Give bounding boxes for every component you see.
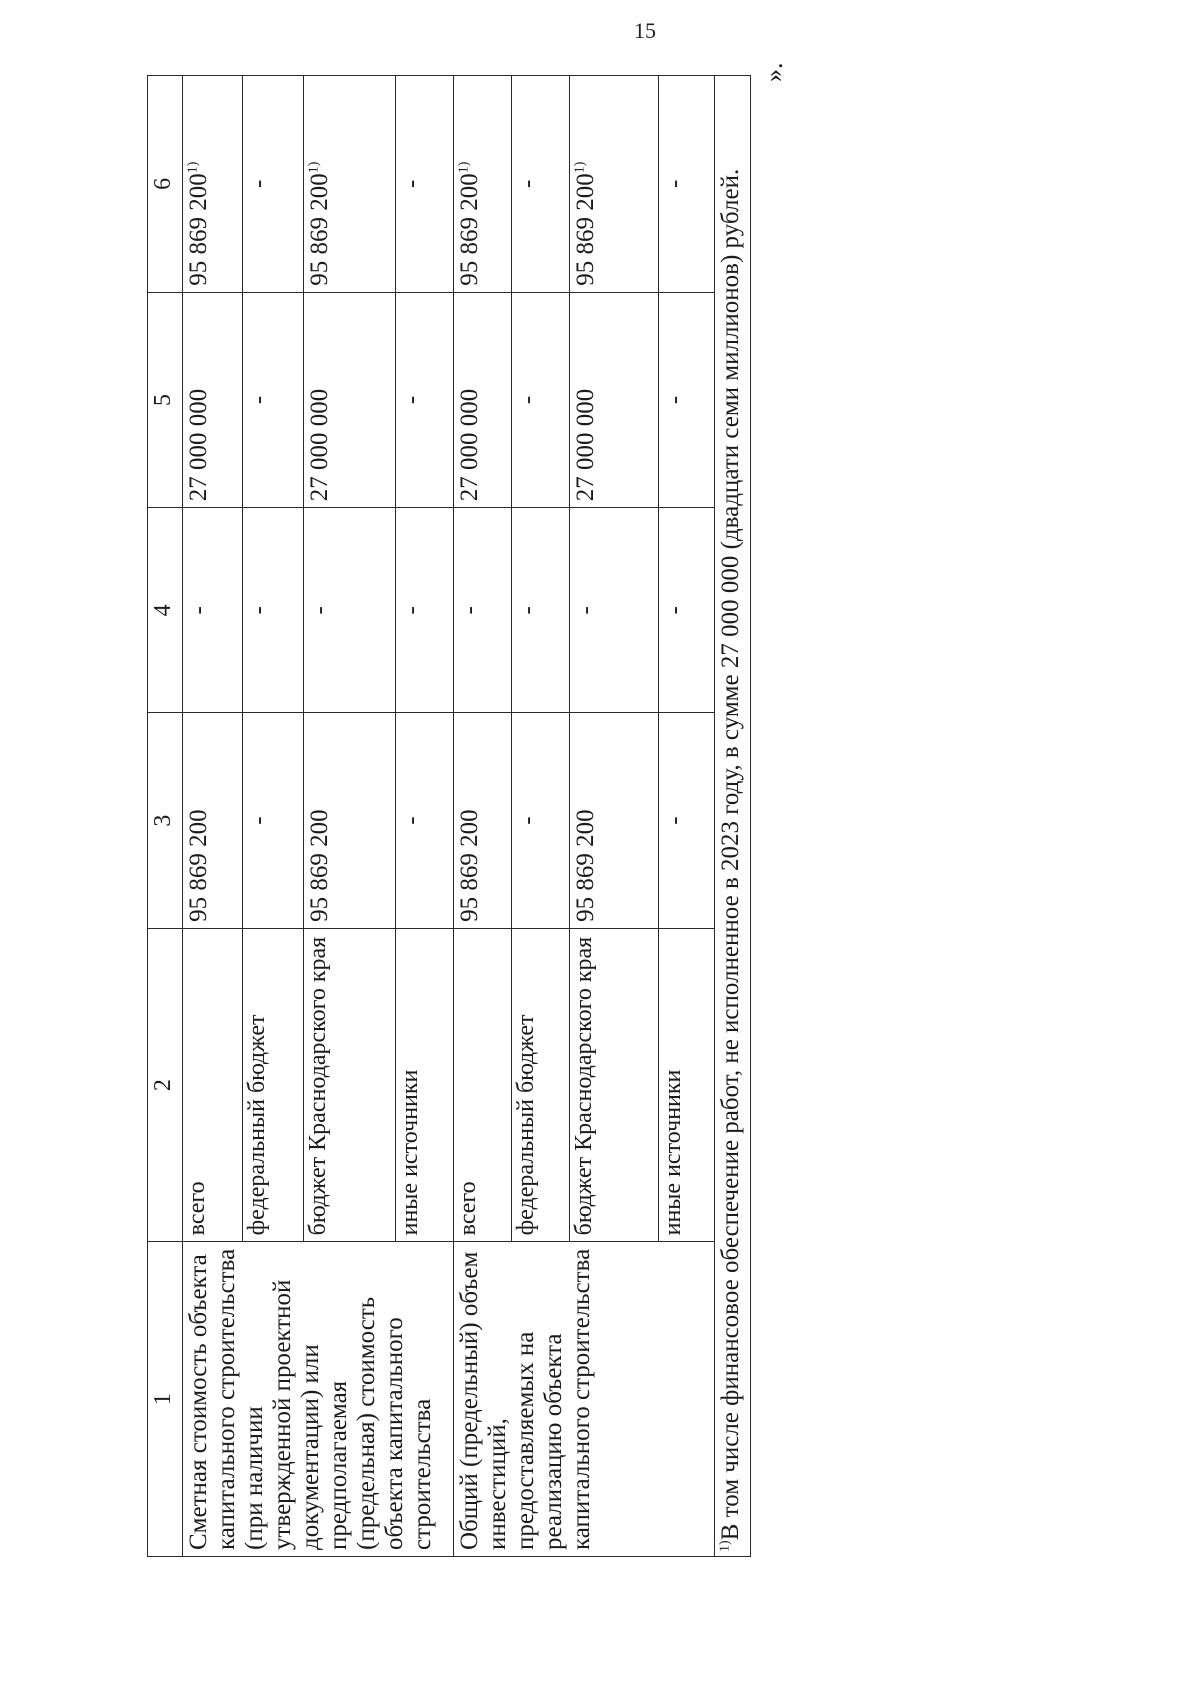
column-number-row [148, 76, 183, 1557]
value-cell: 95 869 200$^{1)}$ [303, 76, 395, 293]
value-cell: - [659, 76, 715, 293]
source-cell: всего [183, 928, 243, 1241]
value-cell: - [512, 508, 570, 713]
source-cell: бюджет Краснодарского края [570, 928, 659, 1241]
value-cell: 95 869 200 [454, 713, 512, 929]
value-cell: - [570, 508, 659, 713]
value-cell: - [243, 292, 303, 508]
column-header: 4 [148, 508, 183, 713]
source-cell: всего [454, 928, 512, 1241]
source-cell: иные источники [659, 928, 715, 1241]
page-number: 15 [634, 18, 656, 43]
table-row [183, 76, 243, 1557]
source-cell: федеральный бюджет [243, 928, 303, 1241]
value-cell: - [303, 508, 395, 713]
column-header: 1 [148, 1242, 183, 1557]
value-cell: 27 000 000 [570, 292, 659, 508]
closing-quote-mark: ». [759, 62, 788, 82]
value-cell: 95 869 200$^{1)}$ [454, 76, 512, 293]
value-cell: - [183, 508, 243, 713]
value-cell: - [243, 76, 303, 293]
value-cell: - [454, 508, 512, 713]
value-cell: - [512, 76, 570, 293]
indicator-cell: Сметная стоимость объекта капитального строительства (при наличии утвержденной проектной документации) или предполагаемая (предельная) стоимость объекта капитального строительства [183, 1242, 454, 1557]
column-header: 5 [148, 292, 183, 508]
rotated-table-container [147, 62, 792, 1557]
source-cell: федеральный бюджет [512, 928, 570, 1241]
value-cell: - [512, 292, 570, 508]
footnote-ref: 1) [185, 161, 201, 174]
footnote-text: В том числе финансовое обеспечение работ, не исполненное в 2023 году, в сумме 27 000 000 (двадцати семи миллионов) рублей. [717, 168, 744, 1541]
footnote-ref: 1) [456, 161, 472, 174]
value-cell: 95 869 200 [303, 713, 395, 929]
indicator-cell: Общий (предельный) объем инвестиций, предоставляемых на реализацию объекта капитального строительства [454, 1242, 715, 1557]
footnote-marker: 1) [717, 1540, 733, 1552]
value-cell: - [396, 508, 454, 713]
value-cell: - [243, 713, 303, 929]
value-cell: 95 869 200$^{1)}$ [183, 76, 243, 293]
value-cell: 27 000 000 [454, 292, 512, 508]
value-cell: 95 869 200 [570, 713, 659, 929]
value-cell: - [659, 508, 715, 713]
value-cell: - [243, 508, 303, 713]
value-cell: - [659, 713, 715, 929]
column-header: 3 [148, 713, 183, 929]
column-header: 2 [148, 928, 183, 1241]
value-cell: 95 869 200 [183, 713, 243, 929]
footnote-ref: 1) [306, 161, 322, 174]
footnote [717, 169, 745, 1552]
value-cell: 27 000 000 [183, 292, 243, 508]
footnote-box [715, 75, 751, 1557]
column-header: 6 [148, 76, 183, 293]
value-cell: - [512, 713, 570, 929]
value-cell: - [396, 292, 454, 508]
source-cell: иные источники [396, 928, 454, 1241]
value-cell: - [396, 76, 454, 293]
value-cell: 95 869 200$^{1)}$ [570, 76, 659, 293]
value-cell: - [396, 713, 454, 929]
table-row [454, 76, 512, 1557]
source-cell: бюджет Краснодарского края [303, 928, 395, 1241]
value-cell: 27 000 000 [303, 292, 395, 508]
value-cell: - [659, 292, 715, 508]
financing-table [147, 75, 715, 1557]
footnote-ref: 1) [573, 161, 589, 174]
